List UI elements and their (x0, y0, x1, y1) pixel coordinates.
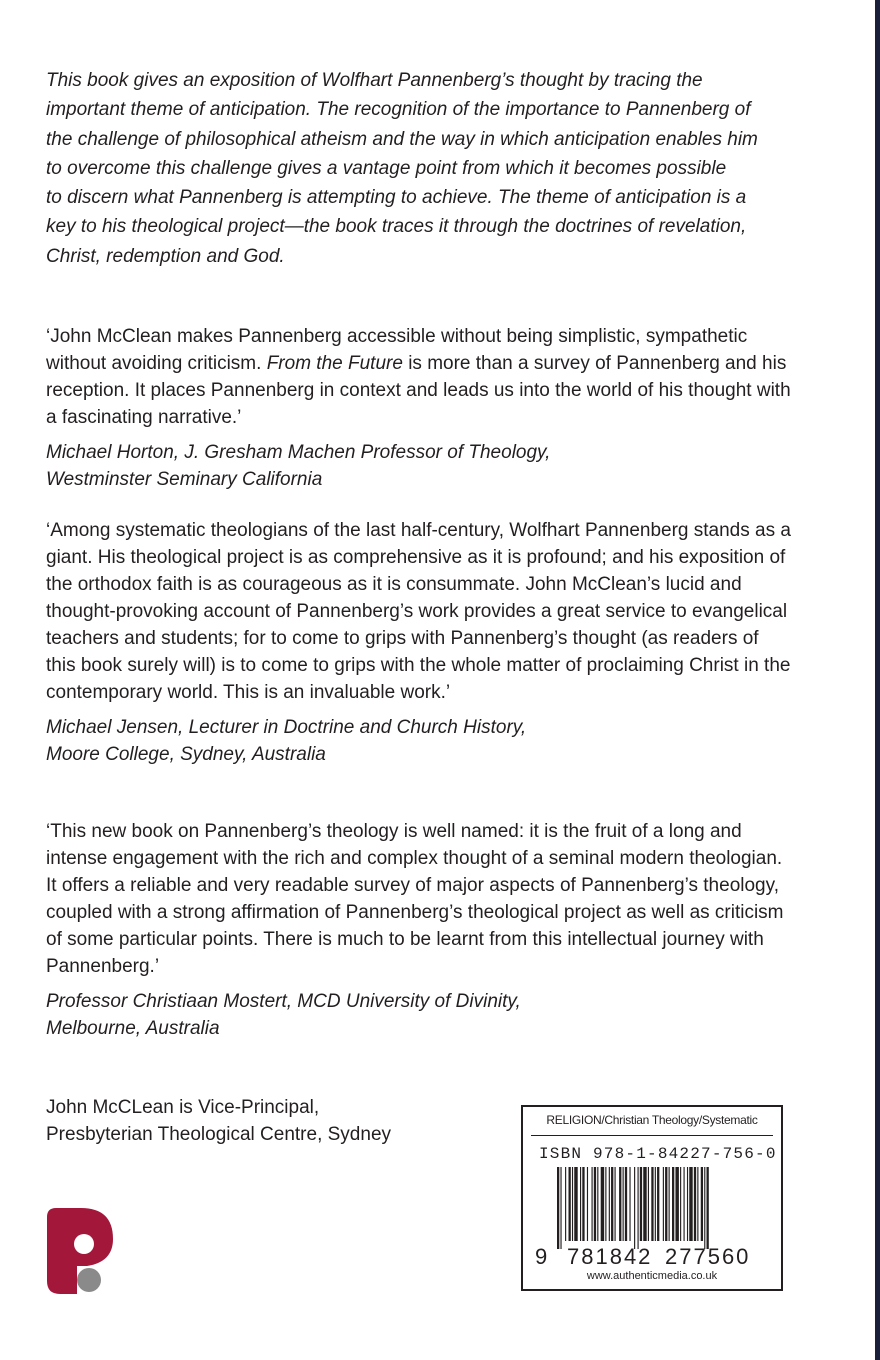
barcode-bar (587, 1167, 588, 1241)
spine-edge (872, 0, 880, 1360)
barcode-digits-left: 781842 (567, 1244, 653, 1267)
barcode-bar (638, 1167, 639, 1249)
barcode-bar (594, 1167, 596, 1241)
barcode-bar (557, 1167, 559, 1249)
barcode-bar (601, 1167, 604, 1241)
endorsement-text: ‘This new book on Pannenberg’s theology is well named: it is the fruit of a long and intense engagement with the rich and complex thought of a seminal modern theologian. It offers a reliable and very readable survey of major aspects of Pannenberg’s theology, coupled with a strong affirmation of Pannenberg’s theological project as well as criticism of some particular points. There is much to be learnt from this intellectual journey with Pannenberg.’ (46, 821, 784, 977)
divider (531, 1135, 773, 1136)
barcode-bar (605, 1167, 606, 1241)
barcode-bar (592, 1167, 593, 1241)
blurb-line: key to his theological project—the book traces it through the doctrines of revelation, (46, 216, 747, 238)
book-blurb (46, 66, 791, 271)
barcode-bar (634, 1167, 635, 1249)
barcode-bar (611, 1167, 613, 1241)
blurb-line: This book gives an exposition of Wolfhart Pannenberg’s thought by tracing the (46, 70, 703, 91)
barcode-bar (597, 1167, 598, 1241)
barcode-bar (625, 1167, 627, 1241)
barcode-bar (572, 1167, 573, 1241)
barcode-bar (665, 1167, 667, 1241)
endorsement-attribution: Professor Christiaan Mostert, MCD University of Divinity, Melbourne, Australia (46, 991, 521, 1039)
blurb-line: to overcome this challenge gives a vantage point from which it becomes possible (46, 157, 727, 179)
barcode-bar (680, 1167, 681, 1241)
endorsement-attribution: Michael Horton, J. Gresham Machen Professor of Theology, Westminster Seminary California (46, 442, 551, 490)
endorsement-jensen (46, 517, 791, 768)
barcode-bar (640, 1167, 642, 1241)
barcode-bar (663, 1167, 664, 1241)
barcode-bar (669, 1167, 670, 1241)
barcode-bar (580, 1167, 581, 1241)
endorsement-text: ‘John McClean makes Pannenberg accessible without being simplistic, sympathetic without avoiding criticism. From the Future is more than a survey of Pannenberg and his reception. It places Pannenberg in context and leads us into the world of his thought with a fascinating narrative.’ (46, 326, 791, 428)
barcode-bar (615, 1167, 616, 1241)
endorsement-attribution: Michael Jensen, Lecturer in Doctrine and Church History, Moore College, Sydney, Australia (46, 717, 527, 765)
barcode-bar (701, 1167, 703, 1241)
blurb-line: Christ, redemption and God. (46, 245, 285, 267)
barcode-bar (651, 1167, 653, 1241)
barcode-bar (582, 1167, 584, 1241)
barcode-bar (629, 1167, 630, 1241)
barcode-digits-right: 277560 (665, 1244, 751, 1267)
barcode-bar (574, 1167, 577, 1241)
barcode-bar (657, 1167, 659, 1241)
publisher-logo-icon (47, 1208, 113, 1294)
barcode-bar (655, 1167, 656, 1241)
endorsement-horton (46, 323, 791, 493)
barcode-bar (609, 1167, 610, 1241)
isbn-number: ISBN 978-1-84227-756-0 (539, 1145, 777, 1163)
barcode-bar (623, 1167, 624, 1241)
barcode-bar (687, 1167, 688, 1241)
barcode-bar (565, 1167, 566, 1241)
author-bio: John McCLean is Vice-Principal, Presbyterian Theological Centre, Sydney (46, 1097, 392, 1145)
barcode-bar (684, 1167, 685, 1241)
publisher-url: www.authenticmedia.co.uk (586, 1270, 718, 1282)
barcode-panel (521, 1105, 783, 1291)
barcode-bar (675, 1167, 678, 1241)
barcode-bar (672, 1167, 674, 1241)
blurb-line: important theme of anticipation. The recognition of the importance to Pannenberg of (46, 99, 751, 121)
barcode-digit-prefix: 9 (535, 1244, 548, 1267)
barcode-bar (643, 1167, 646, 1241)
barcode-bar (619, 1167, 621, 1241)
endorsement-mostert (46, 818, 791, 1042)
barcode-bar (689, 1167, 692, 1241)
bisac-category: RELIGION/Christian Theology/Systematic (546, 1113, 758, 1127)
barcode-bar (697, 1167, 698, 1241)
barcode-bar (569, 1167, 571, 1241)
barcode-bar (560, 1167, 561, 1249)
barcode-graphic (533, 1167, 773, 1267)
barcode-bar (707, 1167, 709, 1249)
barcode-bar (694, 1167, 696, 1241)
barcode-bar (704, 1167, 705, 1249)
barcode-bar (648, 1167, 649, 1241)
blurb-line: to discern what Pannenberg is attempting to achieve. The theme of anticipation is a (46, 187, 747, 209)
blurb-line: the challenge of philosophical atheism and the way in which anticipation enables him (46, 128, 758, 150)
endorsement-text: ‘Among systematic theologians of the last half-century, Wolfhart Pannenberg stands as a giant. His theological project is as comprehensive as it is profound; and his exposition of the orthodox faith is as courageous as it is consummate. John McClean’s lucid and thought-provoking account of Pannenberg’s work provides a great service to evangelical teachers and students; for to come to grips with Pannenberg’s thought (as readers of this book surely will) is to come to grips with the whole matter of proclaiming Christ in the contemporary world. This is an invaluable work.’ (46, 520, 791, 703)
book-title-italic: From the Future (266, 353, 403, 374)
